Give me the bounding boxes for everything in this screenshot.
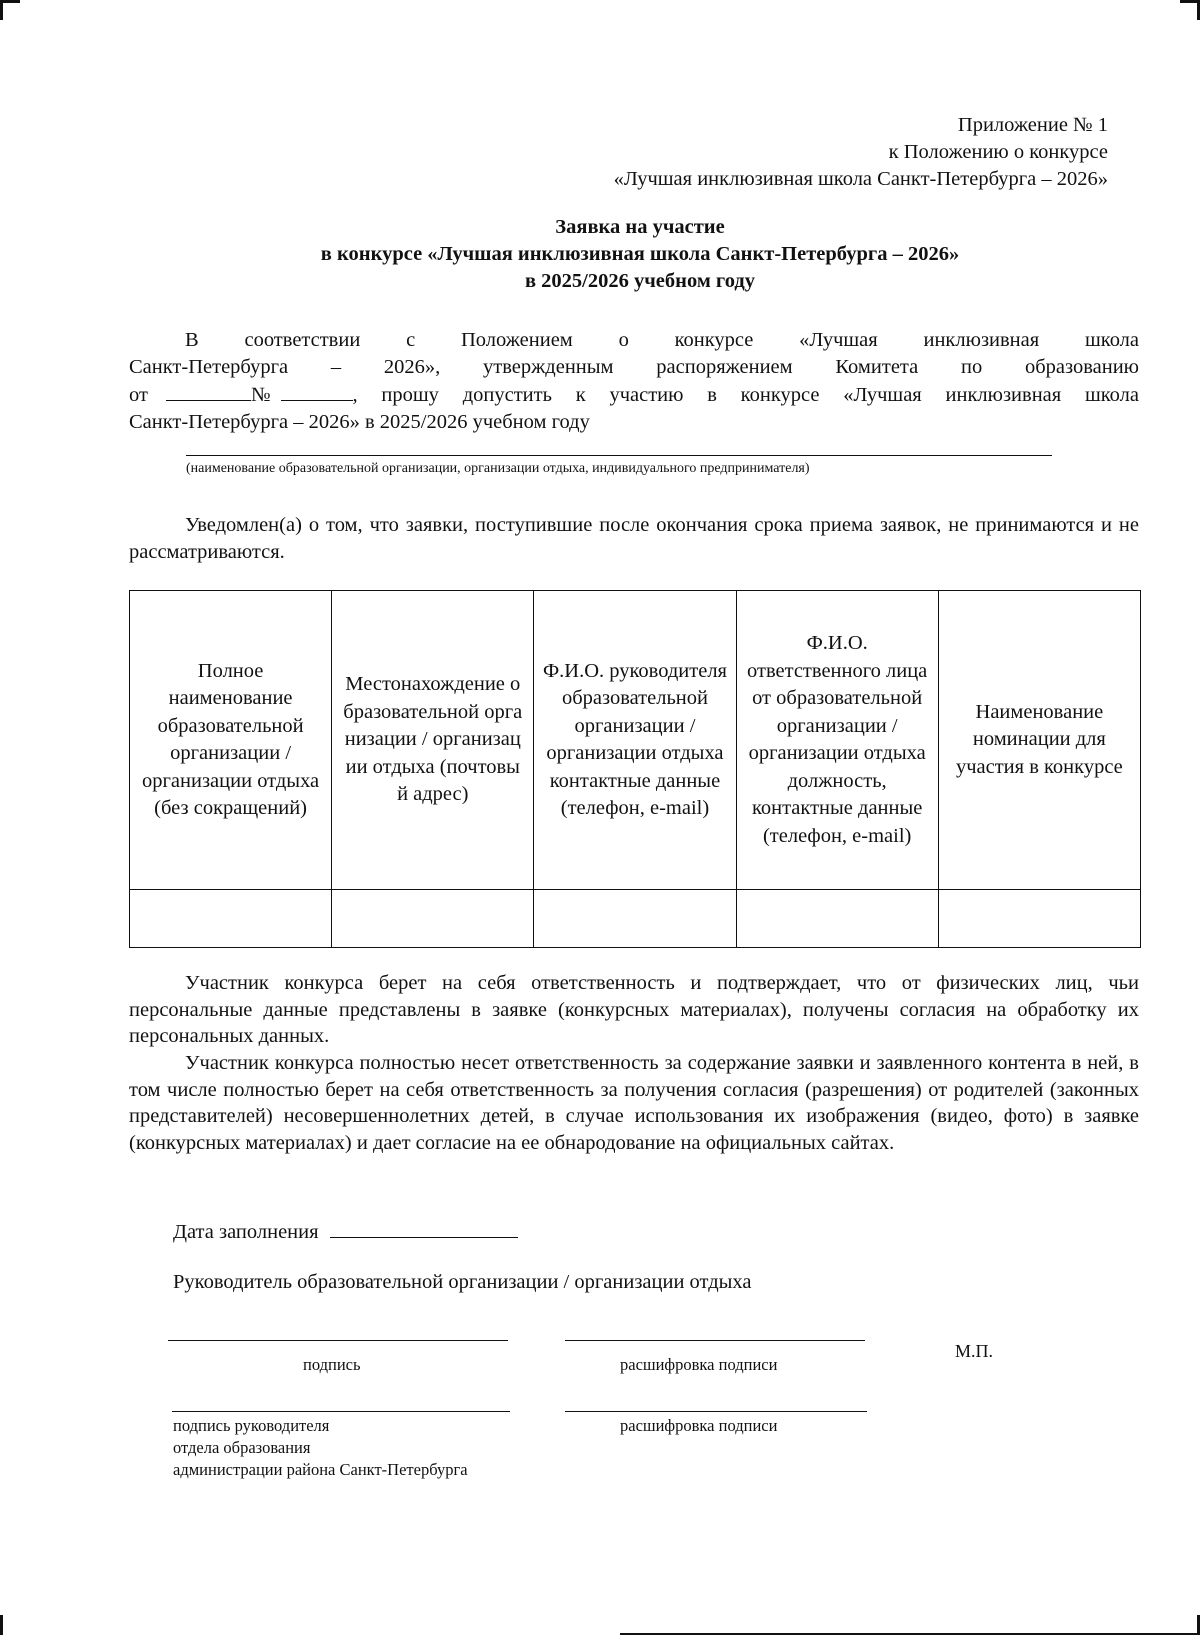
document-title xyxy=(0,214,1200,295)
title-line-1: Заявка на участие xyxy=(555,216,725,238)
dept-head-caption-line-2: отдела образования xyxy=(173,1438,311,1457)
order-date-blank xyxy=(166,380,251,401)
intro-line-3 xyxy=(129,380,1139,409)
dept-head-signature-line[interactable] xyxy=(172,1411,510,1412)
table-cell-location[interactable] xyxy=(332,890,534,948)
scan-corner-mark xyxy=(0,0,3,20)
consent-paragraph-2: Участник конкурса полностью несет ответственность за содержание заявки и заявленного контента в ней, в том числе полностью берет на себя ответственность за получения согласия (разрешения) от родителей (законных представителей) несовершеннолетних детей, в случае использования их изображения (видео, фото) в заявке (конкурсных материалах) и дает согласие на ее обнародование на официальных сайтах. xyxy=(129,1052,1139,1154)
order-number-blank xyxy=(281,380,353,401)
scan-corner-mark xyxy=(0,1615,3,1635)
stamp-placeholder: М.П. xyxy=(955,1341,994,1361)
dept-head-caption xyxy=(173,1415,468,1481)
date-label: Дата заполнения xyxy=(173,1221,319,1243)
header-org-name: Полное наименование образовательной организации / организации отдыха (без сокращений) xyxy=(130,591,332,890)
signature-decoding-line[interactable] xyxy=(565,1340,865,1341)
table-cell-responsible-person[interactable] xyxy=(736,890,938,948)
appendix-line-1: Приложение № 1 xyxy=(957,114,1108,136)
appendix-header xyxy=(614,112,1108,193)
date-field xyxy=(173,1217,518,1245)
date-blank[interactable] xyxy=(330,1217,518,1238)
intro-line-1: В соответствии с Положением о конкурсе «Лучшая инклюзивная школа xyxy=(185,329,1139,351)
signature-line[interactable] xyxy=(168,1340,508,1341)
dept-head-caption-line-3: администрации района Санкт-Петербурга xyxy=(173,1460,468,1479)
title-line-2: в конкурсе «Лучшая инклюзивная школа Санкт-Петербурга – 2026» xyxy=(320,243,960,265)
org-name-caption: (наименование образовательной организации, организации отдыха, индивидуального предпринимателя) xyxy=(186,461,810,476)
table-row xyxy=(130,890,1141,948)
signature-caption: подпись xyxy=(303,1355,361,1374)
head-label: Руководитель образовательной организации / организации отдыха xyxy=(173,1271,752,1293)
signature-decoding-caption: расшифровка подписи xyxy=(620,1355,778,1374)
header-location: Местонахождение образовательной организации / организации отдыха (почтовый адрес) xyxy=(332,591,534,890)
notice-paragraph: Уведомлен(а) о том, что заявки, поступившие после окончания срока приема заявок, не принимаются и не рассматриваются. xyxy=(129,514,1139,563)
consent-paragraph-1: Участник конкурса берет на себя ответственность и подтверждает, что от физических лиц, чьи персональные данные представлены в заявке (конкурсных материалах), получены согласия на обработку их персональных данных. xyxy=(129,972,1139,1047)
appendix-line-2: к Положению о конкурсе xyxy=(888,141,1108,163)
scan-corner-mark xyxy=(0,0,20,3)
org-name-line xyxy=(186,455,1052,456)
table-header-row xyxy=(130,591,1141,890)
header-responsible-person: Ф.И.О. ответственного лица от образовательной организации / организации отдыха должность, контактные данные (телефон, e-mail) xyxy=(736,591,938,890)
appendix-line-3: «Лучшая инклюзивная школа Санкт-Петербурга – 2026» xyxy=(613,168,1108,190)
dept-head-decoding-line[interactable] xyxy=(565,1411,867,1412)
intro-from-label: от xyxy=(129,384,148,406)
header-nomination: Наименование номинации для участия в конкурсе xyxy=(938,591,1140,890)
dept-head-decoding-caption: расшифровка подписи xyxy=(620,1416,778,1435)
intro-line-4: Санкт-Петербурга – 2026» в 2025/2026 учебном году xyxy=(129,410,590,433)
intro-number-sign: № xyxy=(250,384,271,406)
table-cell-org-name[interactable] xyxy=(130,890,332,948)
intro-paragraph xyxy=(129,327,1139,435)
table-cell-nomination[interactable] xyxy=(938,890,1140,948)
dept-head-caption-line-1: подпись руководителя xyxy=(173,1416,330,1435)
header-director: Ф.И.О. руководителя образовательной организации / организации отдыха контактные данные (телефон, e-mail) xyxy=(534,591,736,890)
application-table xyxy=(129,590,1141,948)
intro-line-2: Санкт-Петербурга – 2026», утвержденным распоряжением Комитета по образованию xyxy=(129,355,1139,378)
table-cell-director[interactable] xyxy=(534,890,736,948)
intro-line-3-text: , прошу допустить к участию в конкурсе «Лучшая инклюзивная школа xyxy=(352,384,1139,406)
title-line-3: в 2025/2026 учебном году xyxy=(524,270,755,292)
